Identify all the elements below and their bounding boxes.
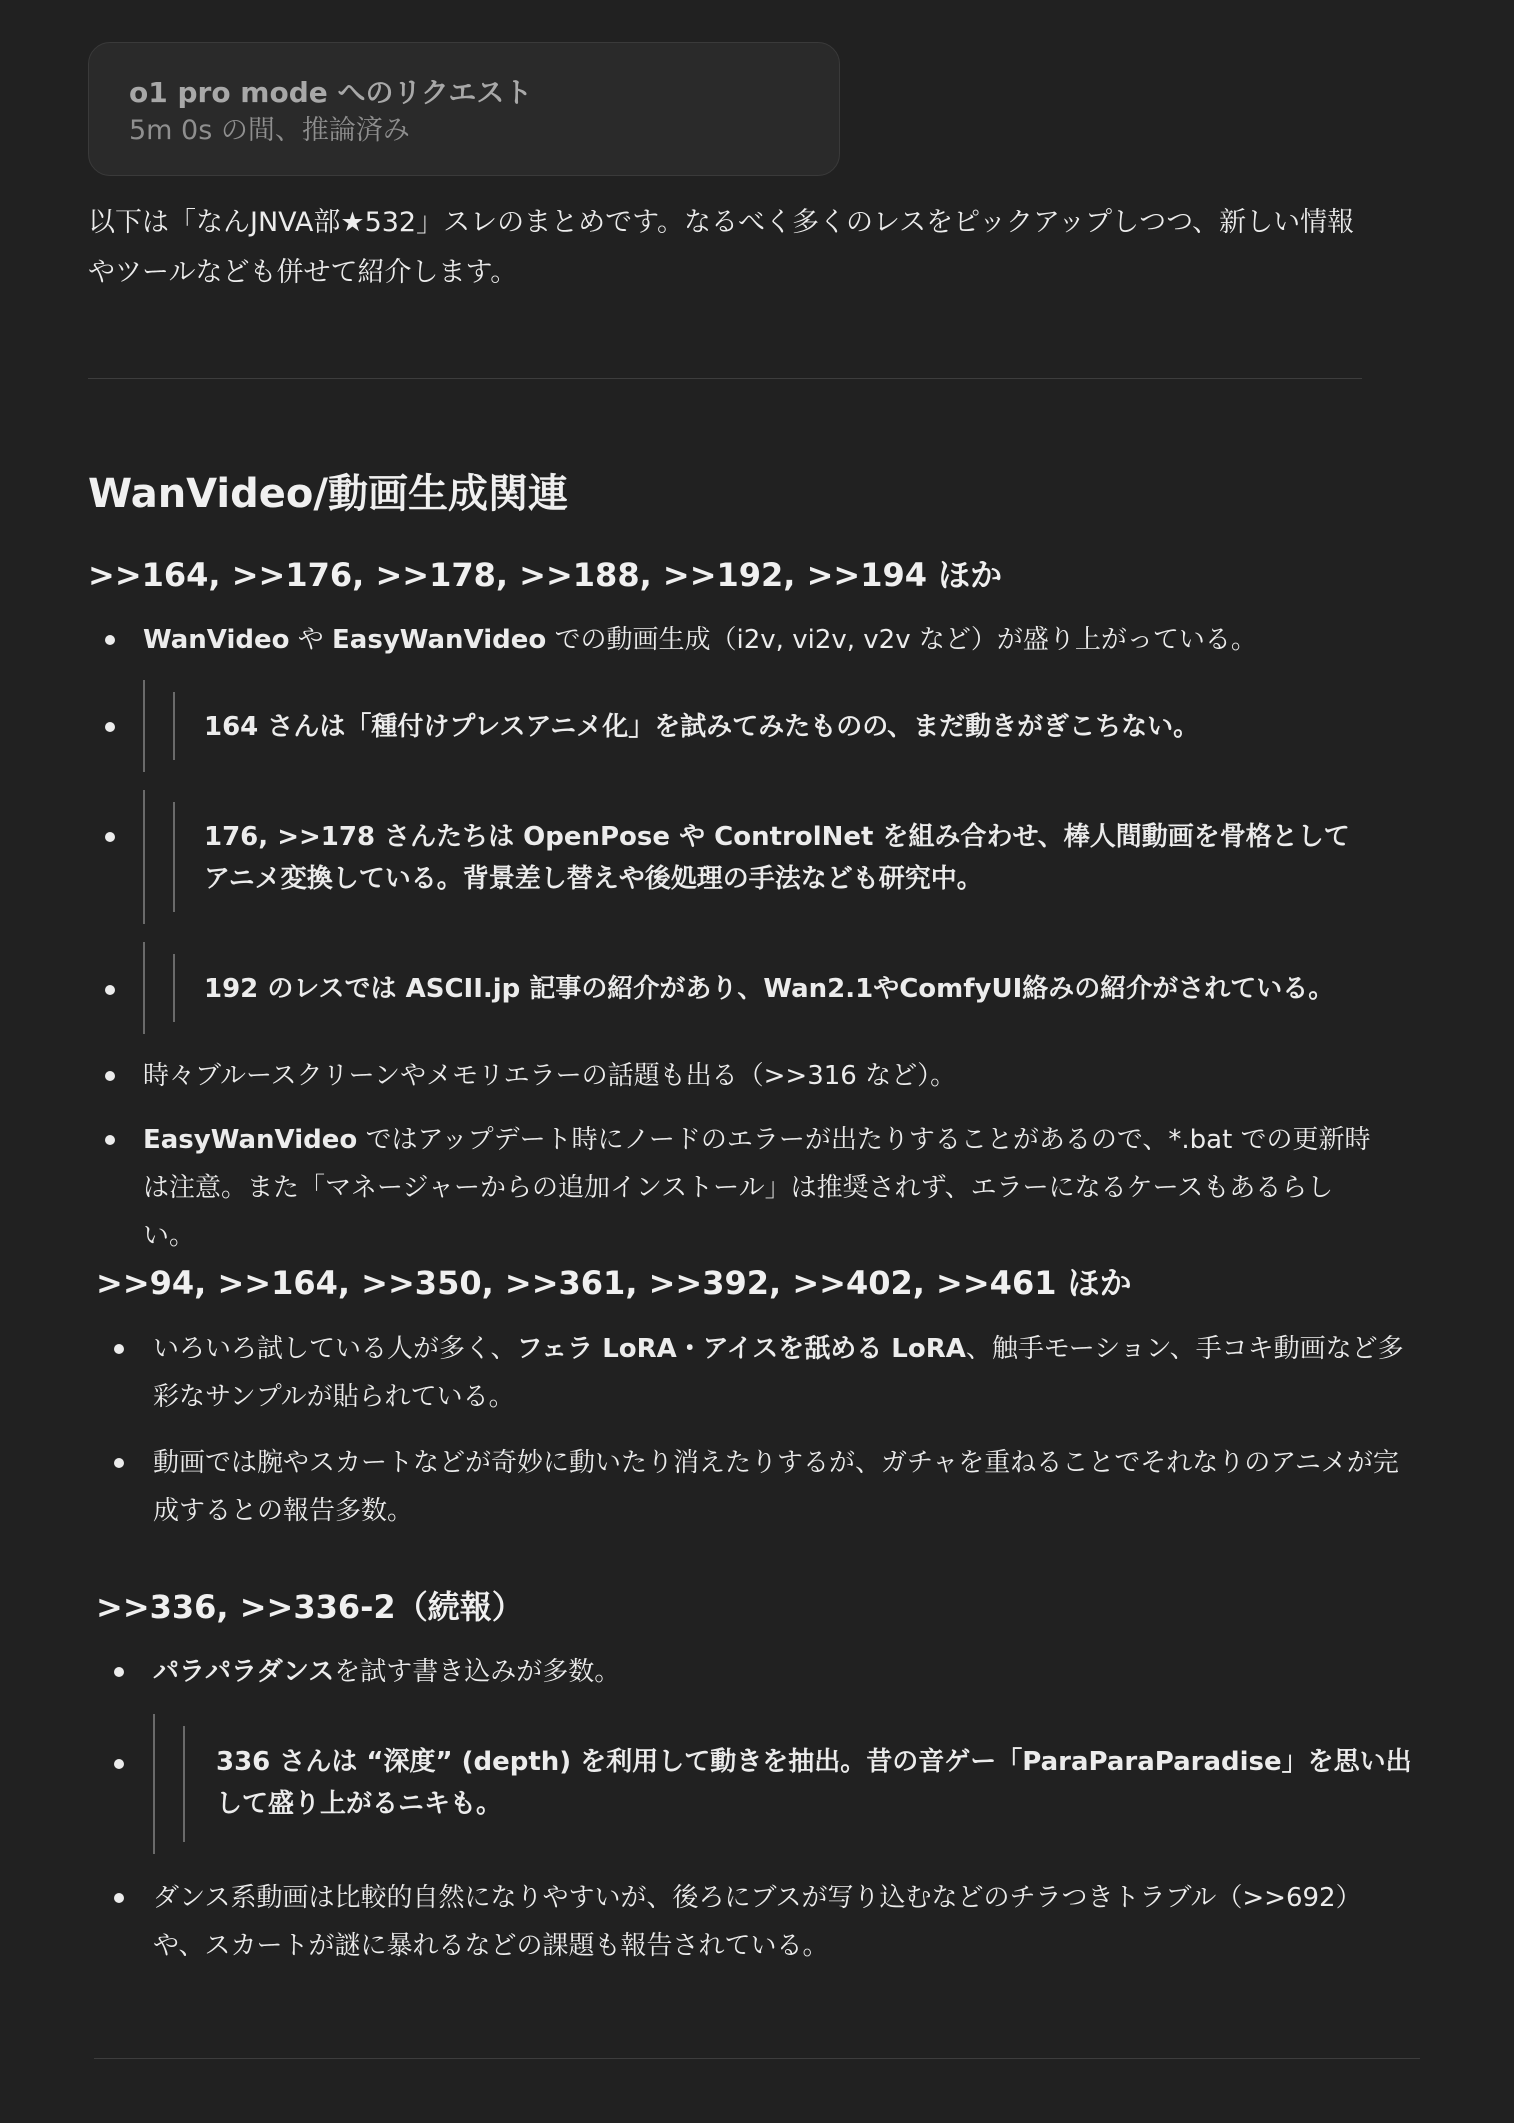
list-item bbox=[143, 1116, 1383, 1260]
blockquote-outer-bar bbox=[143, 942, 145, 1034]
bullet-dot bbox=[105, 985, 115, 995]
divider bbox=[94, 2058, 1420, 2059]
bullet-dot bbox=[114, 1759, 124, 1769]
bold-term: パラパラダンス bbox=[153, 1657, 335, 1687]
blockquote-text: 336 さんは “深度” (depth) を利用して動きを抽出。昔の音ゲー「ParaParaParadise」を思い出して盛り上がるニキも。 bbox=[216, 1747, 1412, 1819]
list-item-text: 動画では腕やスカートなどが奇妙に動いたり消えたりするが、ガチャを重ねることでそれなりのアニメが完成するとの報告多数。 bbox=[153, 1448, 1399, 1526]
bold-term: EasyWanVideo bbox=[143, 1125, 358, 1155]
bullet-dot bbox=[105, 635, 115, 645]
blockquote-text: 176, >>178 さんたちは OpenPose や ControlNet を組み合わせ、棒人間動画を骨格としてアニメ変換している。背景差し替えや後処理の手法なども研究中。 bbox=[204, 822, 1350, 894]
list-item bbox=[143, 1052, 1403, 1100]
list-item bbox=[153, 1325, 1413, 1421]
blockquote-inner-bar bbox=[173, 802, 175, 912]
list-item bbox=[143, 616, 1403, 664]
bullet-dot bbox=[114, 1893, 124, 1903]
blockquote-inner-bar bbox=[173, 692, 175, 760]
bullet-dot bbox=[114, 1344, 124, 1354]
blockquote-outer-bar bbox=[143, 790, 145, 924]
reasoning-title: o1 pro mode へのリクエスト bbox=[129, 76, 533, 109]
bold-term: EasyWanVideo bbox=[332, 625, 547, 655]
bullet-dot bbox=[105, 722, 115, 732]
blockquote-text: 192 のレスでは ASCII.jp 記事の紹介があり、Wan2.1やComfyUI絡みの紹介がされている。 bbox=[204, 974, 1335, 1004]
bold-term: WanVideo bbox=[143, 625, 290, 655]
group-heading: >>164, >>176, >>178, >>188, >>192, >>194 ほか bbox=[88, 556, 1003, 594]
bullet-dot bbox=[105, 1071, 115, 1081]
list-item-text: や bbox=[289, 625, 333, 655]
blockquote-outer-bar bbox=[143, 680, 145, 772]
blockquote-outer-bar bbox=[153, 1714, 155, 1854]
blockquote-text: 164 さんは「種付けプレスアニメ化」を試みてみたものの、まだ動きがぎこちない。 bbox=[204, 712, 1200, 742]
bullet-dot bbox=[114, 1458, 124, 1468]
list-item-text: 時々ブルースクリーンやメモリエラーの話題も出る（>>316 など）。 bbox=[143, 1061, 957, 1091]
list-item-text: 、触手モーション、手コキ動画など多彩なサンプルが貼られている。 bbox=[153, 1334, 1404, 1412]
reasoning-duration: 5m 0s の間、推論済み bbox=[129, 115, 410, 147]
list-item bbox=[153, 1648, 1413, 1696]
group-heading: >>94, >>164, >>350, >>361, >>392, >>402, >>461 ほか bbox=[96, 1264, 1132, 1302]
list-item-text: での動画生成（i2v, vi2v, v2v など）が盛り上がっている。 bbox=[546, 625, 1257, 655]
group-heading: >>336, >>336-2（続報） bbox=[96, 1588, 524, 1626]
bullet-dot bbox=[114, 1667, 124, 1677]
intro-paragraph: 以下は「なんJNVA部★532」スレのまとめです。なるべく多くのレスをピックアップしつつ、新しい情報やツールなども併せて紹介します。 bbox=[88, 207, 1355, 288]
divider bbox=[88, 378, 1362, 379]
reasoning-summary-card[interactable] bbox=[88, 42, 840, 176]
list-item bbox=[153, 1874, 1413, 1970]
blockquote-inner-bar bbox=[173, 954, 175, 1022]
section-title: WanVideo/動画生成関連 bbox=[88, 471, 568, 517]
blockquote-inner-bar bbox=[183, 1726, 185, 1842]
bold-term: フェラ LoRA・アイスを舐める LoRA bbox=[516, 1334, 966, 1364]
list-item-text: ダンス系動画は比較的自然になりやすいが、後ろにブスが写り込むなどのチラつきトラブル（>>692）や、スカートが謎に暴れるなどの課題も報告されている。 bbox=[153, 1883, 1362, 1961]
bullet-dot bbox=[105, 832, 115, 842]
list-item-text: いろいろ試している人が多く、 bbox=[153, 1334, 517, 1364]
list-item-text: を試す書き込みが多数。 bbox=[334, 1657, 621, 1687]
list-item bbox=[153, 1439, 1413, 1535]
bullet-dot bbox=[105, 1135, 115, 1145]
list-item-text: ではアップデート時にノードのエラーが出たりすることがあるので、*.bat での更新時は注意。また「マネージャーからの追加インストール」は推奨されず、エラーになるケースもあるらしい。 bbox=[143, 1125, 1371, 1251]
